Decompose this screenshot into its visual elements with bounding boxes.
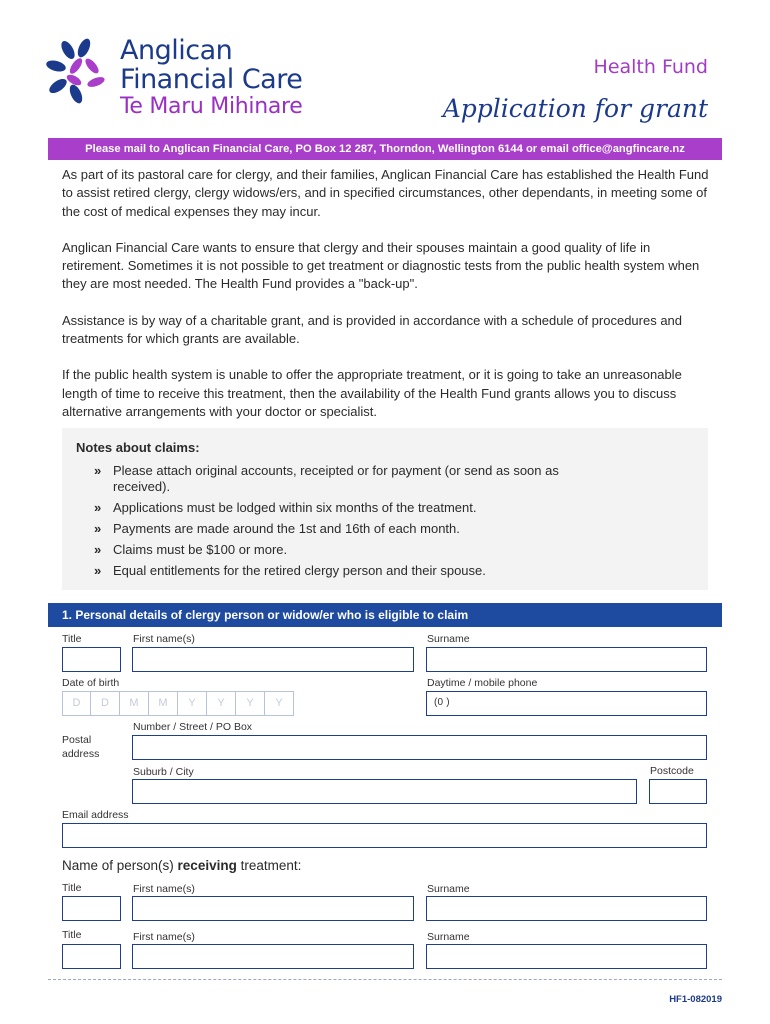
postal-label: Postal [62, 734, 92, 746]
form-title: Application for grant [442, 94, 708, 123]
note-text: Payments are made around the 1st and 16th of each month. [113, 521, 460, 536]
note-text: Claims must be $100 or more. [113, 542, 288, 557]
date-of-birth-field[interactable] [62, 691, 294, 716]
chevron-bullet-icon: » [94, 500, 102, 515]
notes-title: Notes about claims: [76, 440, 200, 455]
intro-text [62, 166, 712, 439]
dob-year-cell[interactable]: Y [236, 691, 265, 716]
title-field[interactable] [62, 647, 121, 672]
list-item [76, 521, 616, 537]
receiving-suffix: treatment: [236, 858, 302, 873]
list-item [76, 463, 616, 495]
street-label: Number / Street / PO Box [133, 721, 253, 733]
address-label: address [62, 748, 100, 760]
dob-day-cell[interactable]: D [91, 691, 120, 716]
surname-label: Surname [427, 931, 470, 943]
surname-label: Surname [427, 883, 470, 895]
section-1-header: 1. Personal details of clergy person or widow/er who is eligible to claim [48, 603, 722, 627]
note-text: Applications must be lodged within six months of the treatment. [113, 500, 477, 515]
first-name-field[interactable] [132, 647, 414, 672]
page-divider [48, 979, 722, 980]
dob-year-cell[interactable]: Y [265, 691, 294, 716]
title-label: Title [62, 882, 82, 894]
patient-1-surname-field[interactable] [426, 896, 707, 921]
logo-name-line2: Financial Care [120, 64, 303, 95]
organisation-logo [46, 36, 346, 126]
surname-field[interactable] [426, 647, 707, 672]
notes-list [76, 463, 694, 579]
logo-name-line1: Anglican [120, 35, 233, 66]
logo-maori-name: Te Maru Mihinare [120, 94, 303, 119]
mailing-instructions-bar: Please mail to Anglican Financial Care, PO Box 12 287, Thorndon, Wellington 6144 or email office@angfincare.nz [48, 138, 722, 160]
chevron-bullet-icon: » [94, 463, 102, 478]
list-item [76, 500, 616, 516]
claim-notes-panel [62, 428, 708, 590]
suburb-field[interactable] [132, 779, 637, 804]
dob-year-cell[interactable]: Y [207, 691, 236, 716]
postcode-field[interactable] [649, 779, 707, 804]
patient-1-title-field[interactable] [62, 896, 121, 921]
list-item [76, 563, 616, 579]
note-text: Equal entitlements for the retired clergy person and their spouse. [113, 563, 486, 578]
chevron-bullet-icon: » [94, 542, 102, 557]
street-field[interactable] [132, 735, 707, 760]
first-name-label: First name(s) [133, 883, 195, 895]
title-label: Title [62, 633, 82, 645]
surname-label: Surname [427, 633, 470, 645]
chevron-bullet-icon: » [94, 563, 102, 578]
email-field[interactable] [62, 823, 707, 848]
intro-paragraph: As part of its pastoral care for clergy, and their families, Anglican Financial Care has established the Health Fund to assist retired clergy, clergy widows/ers, and in specified circumstances, other dependants, in meeting some of the cost of medical expenses they may incur. [62, 167, 709, 219]
dob-month-cell[interactable]: M [149, 691, 178, 716]
patient-2-surname-field[interactable] [426, 944, 707, 969]
first-name-label: First name(s) [133, 633, 195, 645]
intro-paragraph: Anglican Financial Care wants to ensure that clergy and their spouses maintain a good quality of life in retirement. Sometimes it is not possible to get treatment or diagnostic tests from the public health system when they are most needed. The Health Fund provides a "back-up". [62, 239, 700, 292]
dob-month-cell[interactable]: M [120, 691, 149, 716]
first-name-label: First name(s) [133, 931, 195, 943]
receiving-prefix: Name of person(s) [62, 858, 178, 873]
dob-label: Date of birth [62, 677, 120, 689]
email-label: Email address [62, 809, 129, 821]
title-label: Title [62, 929, 82, 941]
phone-area-code: (0 ) [434, 697, 450, 708]
suburb-label: Suburb / City [133, 766, 194, 778]
receiving-heading [62, 858, 301, 873]
patient-1-first-name-field[interactable] [132, 896, 414, 921]
intro-paragraph: If the public health system is unable to offer the appropriate treatment, or it is going to take an unreasonable length of time to receive this treatment, then the availability of the Health Fund grants allows you to discuss alternative arrangements with your doctor or specialist. [62, 367, 682, 419]
dob-year-cell[interactable]: Y [178, 691, 207, 716]
postcode-label: Postcode [650, 765, 694, 777]
form-code: HF1-082019 [669, 994, 722, 1005]
list-item [76, 542, 616, 558]
leaf-emblem-icon [46, 36, 118, 108]
phone-field[interactable] [426, 691, 707, 716]
fund-name: Health Fund [593, 56, 708, 78]
intro-paragraph: Assistance is by way of a charitable grant, and is provided in accordance with a schedule of procedures and treatments for which grants are available. [62, 312, 683, 347]
note-text: Please attach original accounts, receipted or for payment (or send as soon as received). [113, 463, 559, 494]
patient-2-title-field[interactable] [62, 944, 121, 969]
phone-label: Daytime / mobile phone [427, 677, 538, 689]
chevron-bullet-icon: » [94, 521, 102, 536]
dob-day-cell[interactable]: D [62, 691, 91, 716]
patient-2-first-name-field[interactable] [132, 944, 414, 969]
receiving-bold: receiving [177, 858, 237, 873]
